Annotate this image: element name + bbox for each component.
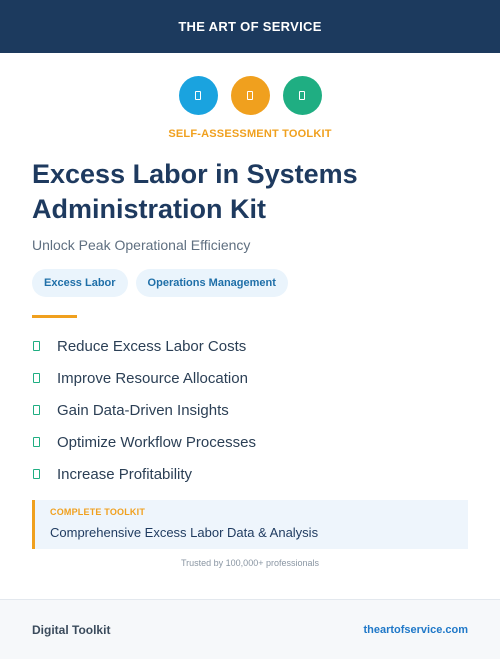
document-icon: [195, 91, 201, 100]
document-icon: [247, 91, 253, 100]
callout-text: Comprehensive Excess Labor Data & Analysis: [50, 525, 319, 540]
brand-name: THE ART OF SERVICE: [178, 19, 322, 34]
list-item: [32, 330, 256, 362]
callout-label: COMPLETE TOOLKIT: [50, 507, 146, 517]
benefit-list: [32, 330, 256, 490]
accent-divider: [32, 315, 77, 318]
check-icon: [33, 405, 40, 415]
check-icon: [33, 437, 40, 447]
icon-circle-green: [283, 76, 322, 115]
page-title: Excess Labor in Systems Administration Kit: [32, 159, 358, 224]
footer-bar: [0, 599, 500, 659]
trust-note: Trusted by 100,000+ professionals: [180, 558, 319, 568]
icon-circle-blue: [179, 76, 218, 115]
header-bar: [0, 0, 500, 53]
toolkit-callout: [32, 500, 468, 549]
list-item: [32, 394, 256, 426]
tag-excess-labor[interactable]: Excess Labor: [32, 269, 128, 297]
list-item-label: Optimize Workflow Processes: [57, 433, 256, 451]
website-link[interactable]: theartofservice.com: [363, 623, 468, 636]
check-icon: [33, 469, 40, 479]
tag-list: [32, 269, 288, 297]
list-item-label: Gain Data-Driven Insights: [57, 401, 229, 419]
list-item-label: Reduce Excess Labor Costs: [57, 337, 247, 355]
check-icon: [33, 373, 40, 383]
tag-operations-management[interactable]: Operations Management: [136, 269, 288, 297]
document-icon: [299, 91, 305, 100]
list-item-label: Improve Resource Allocation: [57, 369, 248, 387]
check-icon: [33, 341, 40, 351]
list-item: [32, 362, 256, 394]
list-item: [32, 426, 256, 458]
footer-label: Digital Toolkit: [32, 622, 111, 637]
subtitle: Unlock Peak Operational Efficiency: [32, 237, 251, 253]
list-item: [32, 458, 256, 490]
kicker-label: SELF-ASSESSMENT TOOLKIT: [168, 128, 332, 140]
icon-circle-orange: [231, 76, 270, 115]
list-item-label: Increase Profitability: [57, 465, 193, 483]
icon-row: [0, 76, 500, 115]
